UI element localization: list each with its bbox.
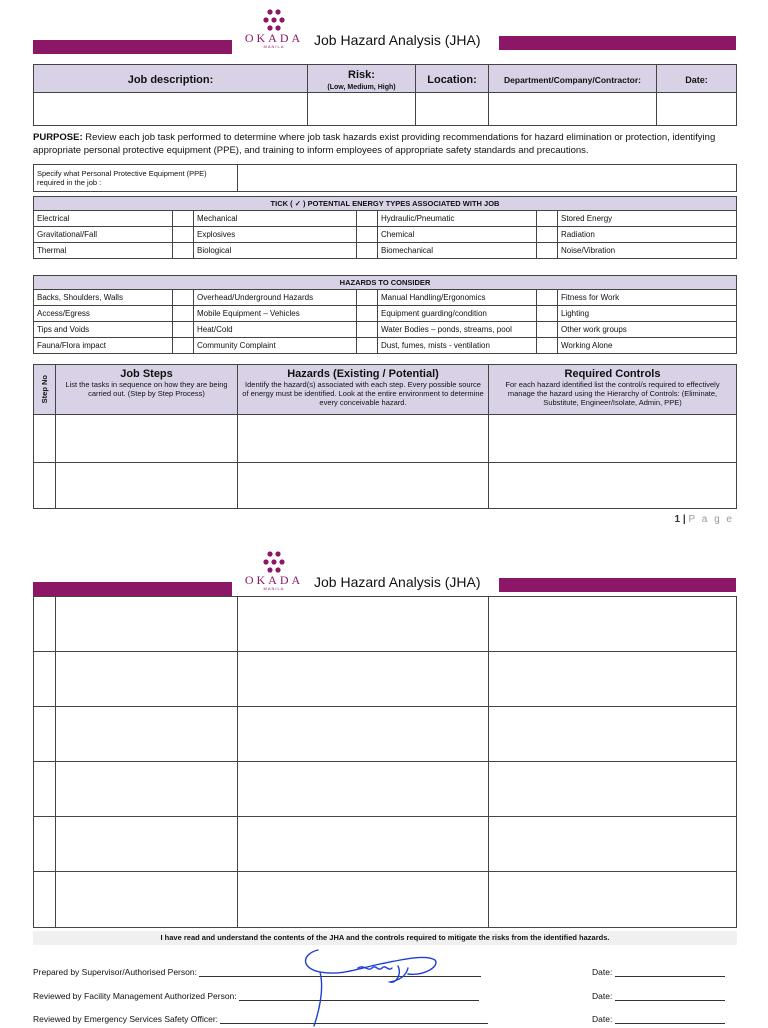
hazards-checkbox[interactable] [357, 306, 378, 322]
energy-title: TICK ( ✓ ) POTENTIAL ENERGY TYPES ASSOCIATED WITH JOB [34, 197, 737, 211]
energy-label: Biological [194, 243, 357, 259]
purpose-paragraph [33, 131, 739, 157]
purpose-text: Review each job task performed to determine where job task hazards exist providing recommendations for hazard elimination or protection, identifying appropriate personal protective equipment (PPE), and training to inform employees of appropriate safety standards and precautions. [33, 132, 716, 156]
control-cell[interactable] [489, 463, 737, 509]
step-no-cell[interactable] [34, 817, 56, 872]
hazards-label: Lighting [558, 306, 737, 322]
control-cell[interactable] [489, 652, 737, 707]
job-step-cell[interactable] [56, 415, 238, 463]
hazards-row [34, 322, 737, 338]
hazard-cell[interactable] [238, 817, 489, 872]
table-row [34, 652, 737, 707]
ppe-table [33, 164, 737, 192]
flower-logo-icon [262, 8, 286, 32]
energy-checkbox[interactable] [173, 243, 194, 259]
hazards-header: Hazards (Existing / Potential) [287, 368, 439, 380]
page-number-value: 1 [674, 514, 681, 525]
hazards-label: Mobile Equipment – Vehicles [194, 306, 357, 322]
hazards-checkbox[interactable] [537, 306, 558, 322]
hazards-label: Tips and Voids [34, 322, 173, 338]
control-cell[interactable] [489, 762, 737, 817]
job-step-cell[interactable] [56, 817, 238, 872]
hazards-label: Community Complaint [194, 338, 357, 354]
okada-logo [236, 8, 312, 49]
hazards-checkbox[interactable] [173, 290, 194, 306]
hazard-cell[interactable] [238, 707, 489, 762]
step-no-cell[interactable] [34, 463, 56, 509]
controls-desc: For each hazard identified list the control/s required to effectively manage the hazard using the Hierarchy of Controls: (Eliminate, Substitute, Engineer/Isolate, Admin, PPE) [505, 380, 720, 407]
hazards-label: Access/Egress [34, 306, 173, 322]
hazards-checkbox[interactable] [173, 322, 194, 338]
energy-types-table [33, 196, 737, 259]
date-label: Date: [685, 74, 708, 85]
header-bar-right [499, 36, 736, 50]
step-no-cell[interactable] [34, 707, 56, 762]
risk-field[interactable] [308, 93, 416, 126]
step-no-header: Step No [40, 375, 49, 404]
energy-checkbox[interactable] [173, 227, 194, 243]
hazards-table [33, 275, 737, 354]
page-number [675, 514, 734, 525]
hazard-cell[interactable] [238, 597, 489, 652]
brand-sub-2: MANILA [263, 586, 285, 591]
hazards-row [34, 338, 737, 354]
energy-label: Electrical [34, 211, 173, 227]
hazards-label: Backs, Shoulders, Walls [34, 290, 173, 306]
hazard-cell[interactable] [238, 872, 489, 928]
hazards-checkbox[interactable] [173, 306, 194, 322]
hazard-cell[interactable] [238, 652, 489, 707]
job-steps-desc: List the tasks in sequence on how they are being carried out. (Step by Step Process) [65, 380, 228, 398]
table-row [34, 817, 737, 872]
energy-checkbox[interactable] [173, 211, 194, 227]
job-step-cell[interactable] [56, 762, 238, 817]
department-field[interactable] [489, 93, 657, 126]
control-cell[interactable] [489, 872, 737, 928]
job-step-cell[interactable] [56, 463, 238, 509]
emergency-label: Reviewed by Emergency Services Safety Officer: [33, 1014, 219, 1024]
purpose-label: PURPOSE: [33, 132, 83, 143]
date-label-1: Date: [592, 967, 613, 977]
energy-label: Thermal [34, 243, 173, 259]
hazards-label: Manual Handling/Ergonomics [378, 290, 537, 306]
date-row-1 [592, 967, 725, 977]
step-no-cell[interactable] [34, 762, 56, 817]
ppe-label: Specify what Personal Protective Equipment (PPE) required in the job : [34, 165, 238, 192]
job-steps-table-2 [33, 596, 737, 928]
acknowledgement-text: I have read and understand the contents of the JHA and the controls required to mitigate the risks from the identified hazards. [33, 931, 737, 945]
energy-label: Stored Energy [558, 211, 737, 227]
job-step-cell[interactable] [56, 707, 238, 762]
job-steps-table [33, 364, 737, 509]
hazards-desc: Identify the hazard(s) associated with each step. Every possible source of energy must be identified. Look at the entire environment to determine every conceivable hazard. [242, 380, 484, 407]
hazard-cell[interactable] [238, 463, 489, 509]
date-field[interactable] [657, 93, 737, 126]
prepared-by-label: Prepared by Supervisor/Authorised Person: [33, 967, 197, 977]
hazards-label: Fauna/Flora impact [34, 338, 173, 354]
location-field[interactable] [416, 93, 489, 126]
brand-name: OKADA [244, 31, 304, 45]
energy-checkbox[interactable] [357, 243, 378, 259]
date-label-3: Date: [592, 1014, 613, 1024]
table-row [34, 597, 737, 652]
hazards-label: Other work groups [558, 322, 737, 338]
step-no-cell[interactable] [34, 652, 56, 707]
brand-sub: MANILA [263, 44, 285, 49]
energy-label: Explosives [194, 227, 357, 243]
energy-label: Radiation [558, 227, 737, 243]
hazard-cell[interactable] [238, 415, 489, 463]
step-no-cell[interactable] [34, 872, 56, 928]
page-title-2: Job Hazard Analysis (JHA) [314, 574, 481, 590]
hazard-cell[interactable] [238, 762, 489, 817]
energy-label: Mechanical [194, 211, 357, 227]
control-cell[interactable] [489, 707, 737, 762]
date-field-2[interactable] [615, 991, 725, 1001]
table-row [34, 415, 737, 463]
hazards-label: Working Alone [558, 338, 737, 354]
hazards-label: Heat/Cold [194, 322, 357, 338]
page-title: Job Hazard Analysis (JHA) [314, 32, 481, 48]
control-cell[interactable] [489, 817, 737, 872]
hazards-checkbox[interactable] [537, 322, 558, 338]
energy-checkbox[interactable] [357, 211, 378, 227]
energy-checkbox[interactable] [537, 211, 558, 227]
energy-checkbox[interactable] [357, 227, 378, 243]
energy-label: Hydraulic/Pneumatic [378, 211, 537, 227]
location-label: Location: [427, 73, 477, 86]
job-info-table [33, 64, 737, 126]
energy-row [34, 227, 737, 243]
job-step-cell[interactable] [56, 652, 238, 707]
hazards-checkbox[interactable] [173, 338, 194, 354]
hazards-label: Overhead/Underground Hazards [194, 290, 357, 306]
control-cell[interactable] [489, 597, 737, 652]
table-row [34, 707, 737, 762]
job-steps-header: Job Steps [120, 368, 173, 380]
date-row-3 [592, 1014, 725, 1024]
hazards-checkbox[interactable] [357, 290, 378, 306]
controls-header: Required Controls [564, 368, 661, 380]
energy-row [34, 243, 737, 259]
hazards-checkbox[interactable] [357, 322, 378, 338]
hazards-label: Water Bodies – ponds, streams, pool [378, 322, 537, 338]
facility-label: Reviewed by Facility Management Authorized Person: [33, 991, 237, 1001]
job-step-cell[interactable] [56, 597, 238, 652]
brand-name-2: OKADA [244, 573, 304, 587]
page-number-sep: | [682, 514, 686, 525]
energy-checkbox[interactable] [537, 227, 558, 243]
header-bar-left-2 [33, 582, 232, 596]
job-step-cell[interactable] [56, 872, 238, 928]
step-no-cell[interactable] [34, 415, 56, 463]
hazards-row [34, 306, 737, 322]
handwritten-signature [290, 938, 450, 1028]
energy-checkbox[interactable] [537, 243, 558, 259]
date-field-3[interactable] [615, 1014, 725, 1024]
energy-label: Biomechanical [378, 243, 537, 259]
control-cell[interactable] [489, 415, 737, 463]
table-row [34, 463, 737, 509]
job-description-field[interactable] [34, 93, 308, 126]
hazards-row [34, 290, 737, 306]
header-bar-left [33, 40, 232, 54]
department-label: Department/Company/Contractor: [504, 74, 641, 85]
page-number-label: P a g e [688, 514, 734, 525]
hazards-checkbox[interactable] [537, 290, 558, 306]
hazards-label: Fitness for Work [558, 290, 737, 306]
date-field-1[interactable] [615, 967, 725, 977]
risk-sub-label: (Low, Medium, High) [327, 84, 396, 91]
date-label-2: Date: [592, 991, 613, 1001]
header-bar-right-2 [499, 578, 736, 592]
hazards-label: Dust, fumes, mists - ventilation [378, 338, 537, 354]
table-row [34, 872, 737, 928]
energy-label: Chemical [378, 227, 537, 243]
date-row-2 [592, 991, 725, 1001]
hazards-checkbox[interactable] [537, 338, 558, 354]
energy-label: Gravitational/Fall [34, 227, 173, 243]
step-no-cell[interactable] [34, 597, 56, 652]
job-description-label: Job description: [127, 73, 214, 86]
flower-logo-icon [262, 550, 286, 574]
hazards-checkbox[interactable] [357, 338, 378, 354]
ppe-field[interactable] [238, 165, 737, 192]
hazards-title: HAZARDS TO CONSIDER [34, 276, 737, 290]
energy-row [34, 211, 737, 227]
risk-label: Risk: [348, 69, 375, 81]
table-row [34, 762, 737, 817]
energy-label: Noise/Vibration [558, 243, 737, 259]
hazards-label: Equipment guarding/condition [378, 306, 537, 322]
okada-logo-2 [236, 550, 312, 591]
